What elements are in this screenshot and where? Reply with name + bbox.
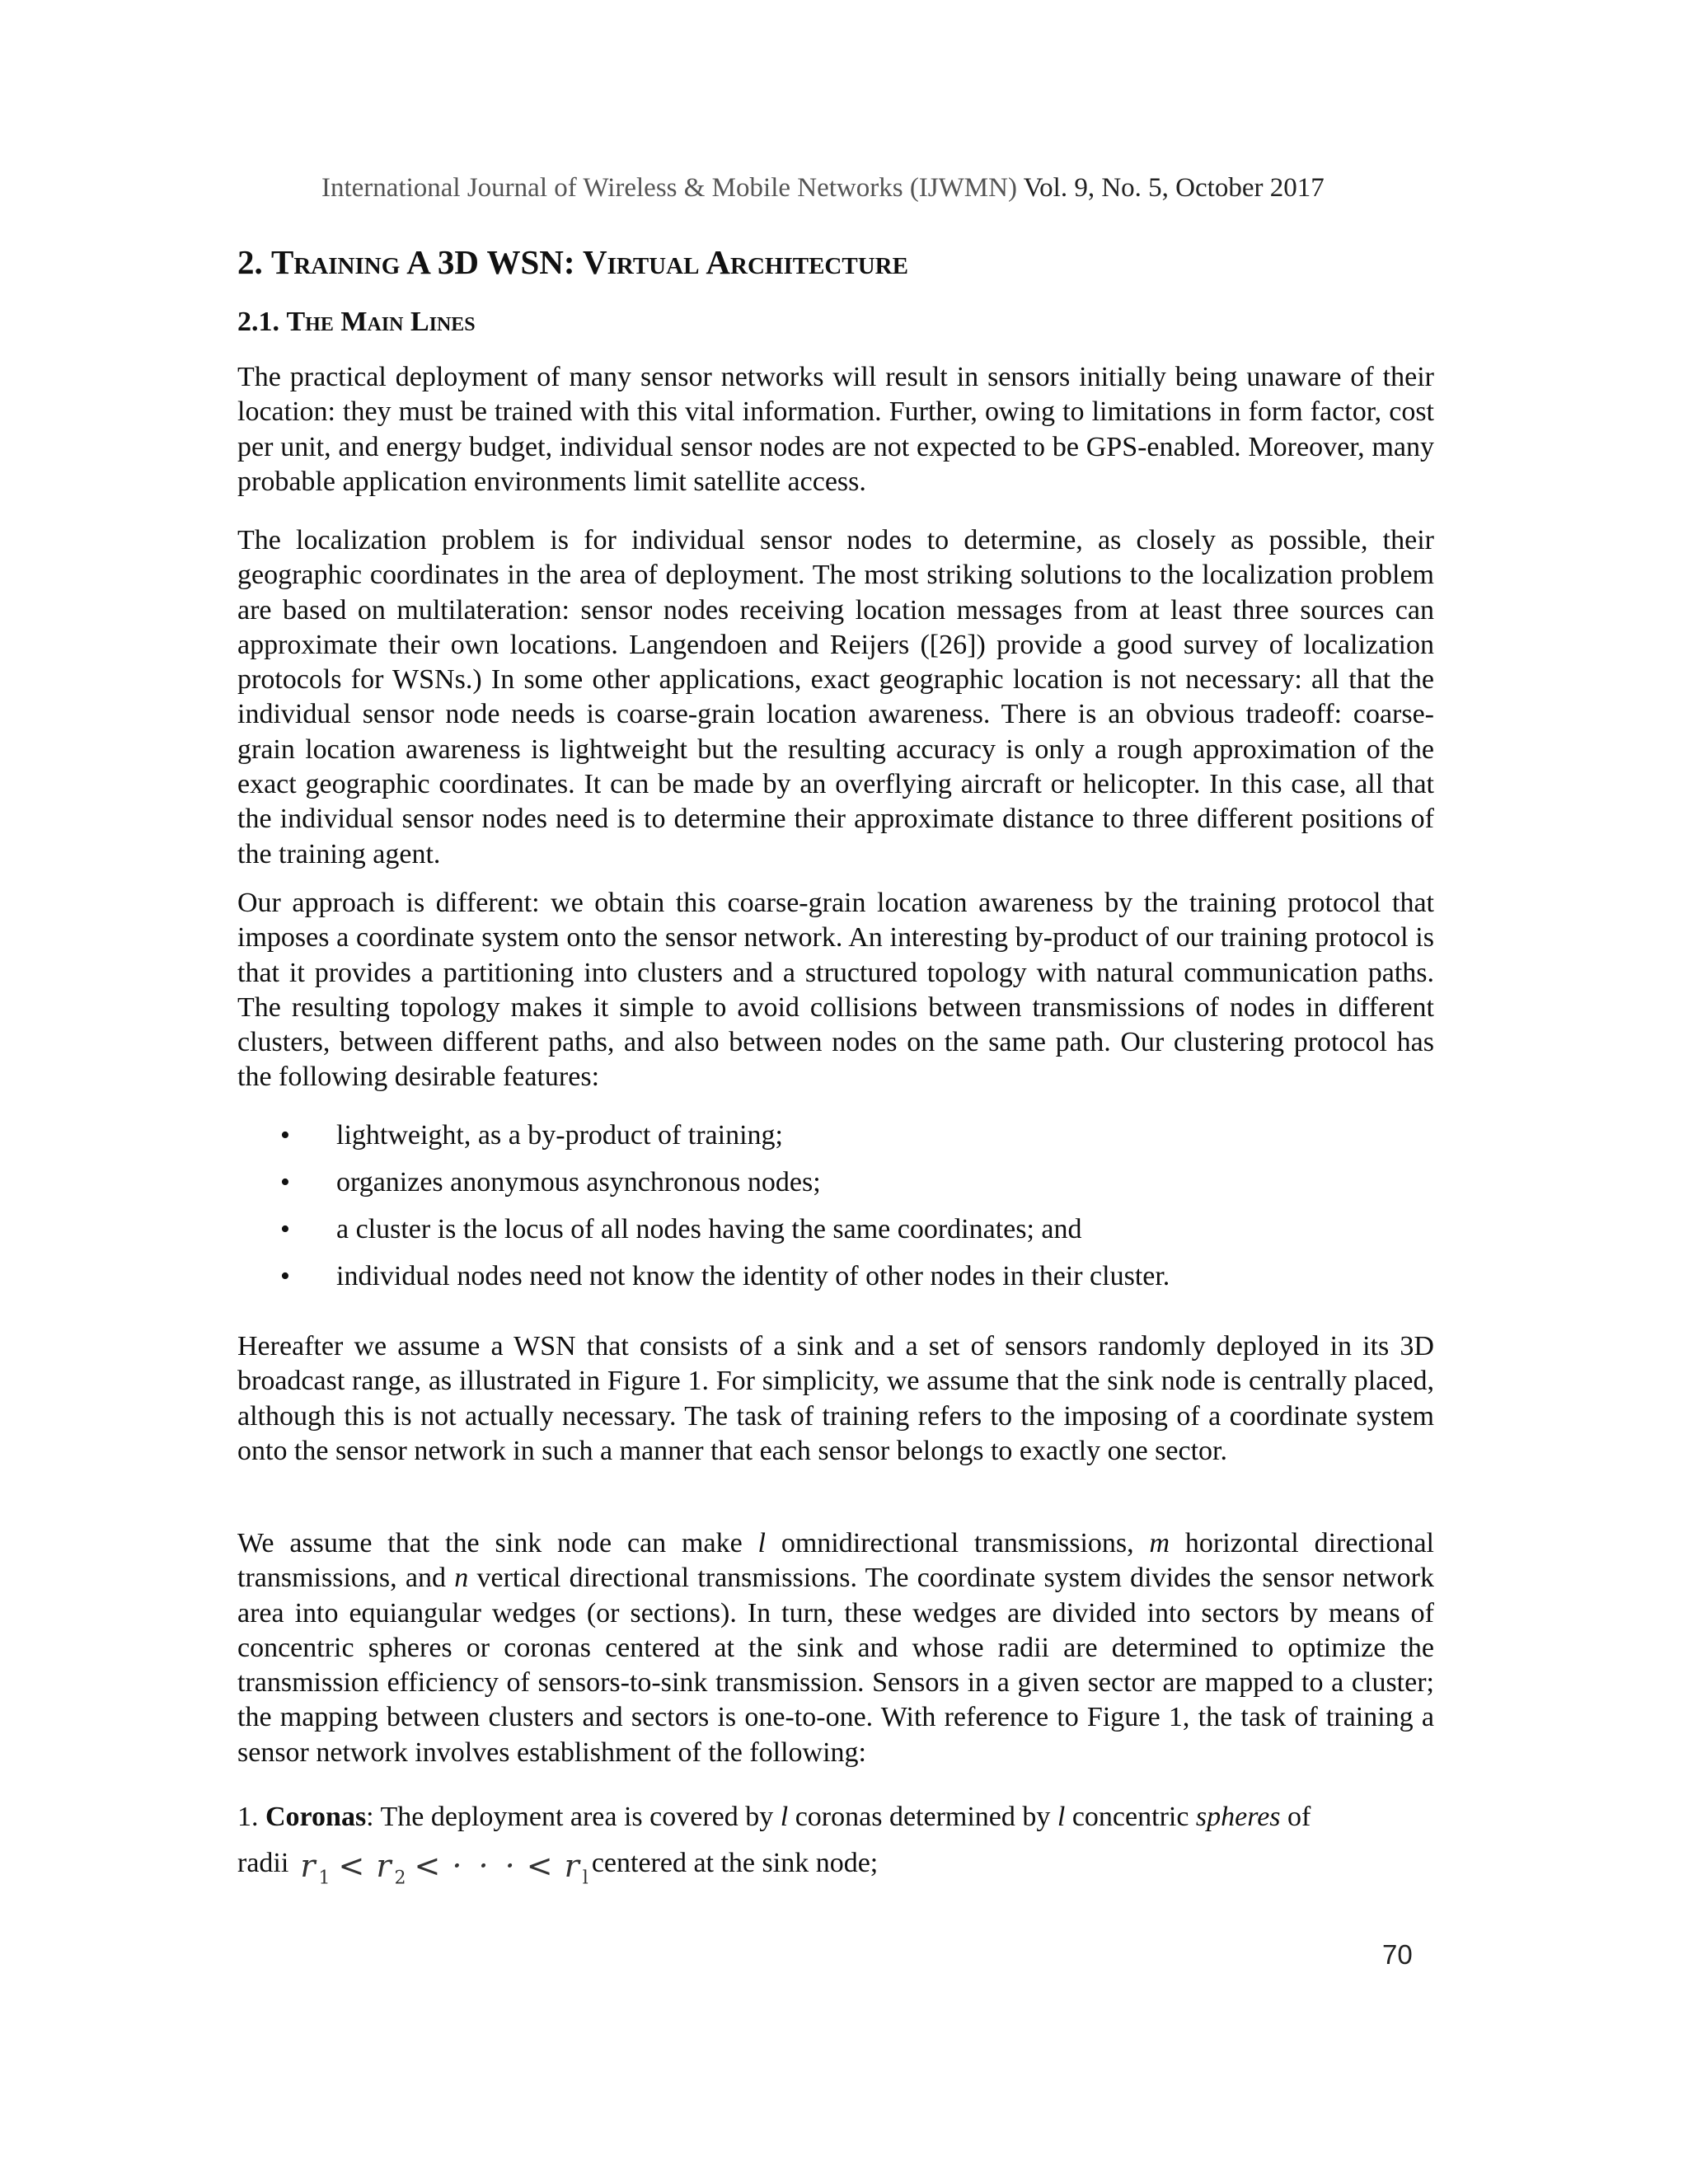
item-term: Coronas [265, 1802, 367, 1832]
bullet-icon: • [280, 1120, 290, 1151]
list-item: • individual nodes need not know the identity of other nodes in their cluster. [237, 1259, 1434, 1306]
feature-list [237, 1118, 1434, 1306]
paragraph-4: Hereafter we assume a WSN that consists of a sink and a set of sensors randomly deployed in its 3D broadcast range, as illustrated in Figure 1. For simplicity, we assume that the sink node is centrally placed, although this is not actually necessary. The task of training refers to the imposing of a coordinate system onto the sensor network in such a manner that each sensor belongs to exactly one sector. [237, 1331, 1434, 1466]
coronas-item: 1. Coronas: The deployment area is covered by l coronas determined by l concentric spheres of [237, 1802, 1311, 1832]
running-header [321, 173, 1325, 204]
list-item: • lightweight, as a by-product of training; [237, 1118, 1434, 1165]
journal-name: International Journal of Wireless & Mobile Networks (IJWMN) [321, 173, 1017, 203]
bullet-icon: • [280, 1214, 290, 1244]
list-item: • a cluster is the locus of all nodes having the same coordinates; and [237, 1212, 1434, 1259]
paragraph-2: The localization problem is for individual sensor nodes to determine, as closely as possible, their geographic coordinates in the area of deployment. The most striking solutions to the localization problem are based on multilateration: sensor nodes receiving location messages from at least three sources can approximate their own locations. Langendoen and Reijers ([26]) provide a good survey of localization protocols for WSNs.) In some other applications, exact geographic location is not necessary: all that the individual sensor node needs is coarse-grain location awareness. There is an obvious tradeoff: coarse-grain location awareness is lightweight but the resulting accuracy is only a rough approximation of the exact geographic coordinates. It can be made by an overflying aircraft or helicopter. In this case, all that the individual sensor nodes need is to determine their approximate distance to three different positions of the training agent. [237, 525, 1434, 869]
subsection-title: The Main Lines [286, 307, 476, 337]
coronas-item-line2: radii $r_1 < r_2$ < · · · < $r_lcentered$ at the sink node; [237, 1846, 878, 1896]
paragraph-5: We assume that the sink node can make l omnidirectional transmissions, m horizontal directional transmissions, and n vertical directional transmissions. The coordinate system divides the sensor network area into equiangular wedges (or sections). In turn, these wedges are divided into sectors by means of concentric spheres or coronas centered at the sink and whose radii are determined to optimize the transmission efficiency of sensors-to-sink transmission. Sensors in a given sector are mapped to a cluster; the mapping between clusters and sectors is one-to-one. With reference to Figure 1, the task of training a sensor network involves establishment of the following: [237, 1528, 1434, 1768]
paragraph-3: Our approach is different: we obtain this coarse-grain location awareness by the training protocol that imposes a coordinate system onto the sensor network. An interesting by-product of our training protocol is that it provides a partitioning into clusters and a structured topology with natural communication paths. The resulting topology makes it simple to avoid collisions between transmissions of nodes in different clusters, between different paths, and also between nodes on the same path. Our clustering protocol has the following desirable features: [237, 888, 1434, 1093]
section-number: 2. [237, 243, 263, 281]
page-number: 70 [1382, 1939, 1413, 1970]
section-heading [237, 242, 908, 282]
item-number: 1. [237, 1802, 259, 1832]
paragraph-1: The practical deployment of many sensor networks will result in sensors initially being unaware of their location: they must be trained with this vital information. Further, owing to limitations in form factor, cost per unit, and energy budget, individual sensor nodes are not expected to be GPS-enabled. Moreover, many probable application environments limit satellite access. [237, 362, 1434, 497]
journal-volume: Vol. 9, No. 5, October 2017 [1023, 173, 1325, 203]
bullet-icon: • [280, 1167, 290, 1197]
subsection-heading [237, 307, 476, 338]
list-item: • organizes anonymous asynchronous nodes; [237, 1165, 1434, 1212]
section-title: Training A 3D WSN: Virtual Architecture [271, 243, 908, 281]
bullet-icon: • [280, 1261, 290, 1291]
radii-formula: $r_1 < r_2$ < · · · < $r_l$ [300, 1848, 588, 1889]
subsection-number: 2.1. [237, 307, 279, 337]
